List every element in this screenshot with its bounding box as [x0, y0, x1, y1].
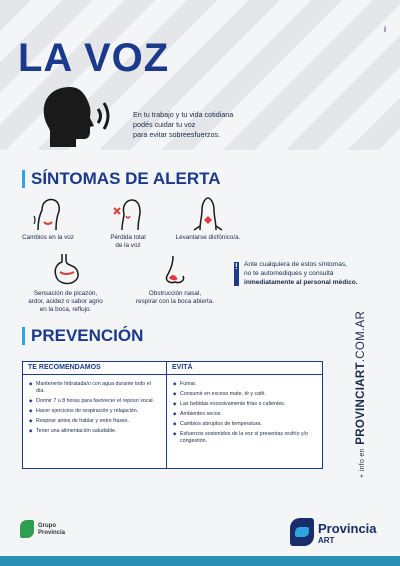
page-mark: i [384, 24, 386, 34]
recommend-header: TE RECOMENDAMOS [23, 362, 166, 375]
list-item: ◆ Dormir 7 u 8 horas para favorecer el reposo vocal. [29, 398, 157, 405]
list-item: ◆ Esfuerzos sostenidos de la voz si presentas resfrío y/o congestión. [173, 431, 313, 444]
symptom-voice-change [18, 196, 78, 242]
website-prefix: + info en [359, 448, 366, 478]
symptom-label: Levantarse disfónico/a. [175, 234, 241, 241]
page-title: LA VOZ [18, 36, 170, 80]
provincia-art-logo [290, 516, 390, 552]
grupo-provincia-logo [20, 520, 90, 542]
symptom-label: respirar con la boca abierta. [135, 298, 215, 305]
symptom-reflux [18, 252, 113, 314]
symptom-voice-loss [98, 196, 158, 250]
symptom-nasal-obstruction [125, 252, 225, 306]
symptom-label: ardor, acidez o sabor agrio [28, 298, 103, 305]
website-brand: PROVINCIART [355, 362, 367, 445]
intro-text [133, 110, 283, 140]
intro-line: para evitar sobreesfuerzos. [133, 130, 221, 139]
alert-section-title: SÍNTOMAS DE ALERTA [22, 170, 221, 188]
exclamation-icon: ! [235, 262, 238, 271]
art-logo-subtext: ART [318, 536, 335, 545]
voice-loss-icon [110, 196, 146, 232]
recommend-list [29, 381, 157, 438]
symptom-label: en la boca, reflujo. [39, 306, 92, 313]
symptom-label: Obstrucción nasal, [148, 290, 202, 297]
prevention-table [22, 361, 323, 469]
grupo-logo-text: Provincia [38, 530, 66, 536]
prevention-section-title: PREVENCIÓN [22, 327, 143, 345]
list-item: ◆ Cambios abruptos de temperatura. [173, 421, 313, 428]
avoid-header: EVITÁ [167, 362, 322, 375]
symptom-morning-hoarseness [168, 196, 248, 242]
symptom-label: Pérdida total [110, 234, 146, 241]
intro-line: En tu trabajo y tu vida cotidiana [133, 110, 234, 119]
list-item: ◆ Respirar antes de hablar y entre frases. [29, 418, 157, 425]
grupo-logo-mark-icon [20, 520, 34, 538]
list-item: ◆ Hacer ejercicios de respiración y relajación. [29, 408, 157, 415]
stomach-icon [48, 252, 84, 288]
art-logo-text: Provincia [318, 521, 377, 536]
bottom-bar [0, 556, 400, 566]
column-divider [166, 362, 167, 468]
list-item: ◆ Tener una alimentación saludable. [29, 428, 157, 435]
website-link[interactable] [355, 311, 367, 478]
avoid-list [173, 381, 313, 448]
alert-line: Ante cualquiera de estos síntomas, [244, 261, 347, 268]
throat-icon [30, 196, 66, 232]
nose-icon [157, 252, 193, 288]
list-item: ◆ Consumir en exceso mate, té y café. [173, 391, 313, 398]
list-item: ◆ Fumar. [173, 381, 313, 388]
website-suffix: .COM.AR [355, 310, 367, 363]
grupo-logo-text: Grupo [38, 523, 56, 529]
symptom-label: de la voz [115, 242, 141, 249]
alert-line: no te automediques y consultá [244, 270, 334, 277]
list-item: ◆ Las bebidas excesivamente frías o calientes. [173, 401, 313, 408]
intro-line: podés cuidar tu voz [133, 120, 196, 129]
medical-alert [234, 260, 384, 287]
symptom-label: Sensación de picazón, [33, 290, 98, 297]
list-item: ◆ Mantenerte hidratada/o con agua durante todo el día. [29, 381, 157, 394]
neck-icon [190, 196, 226, 232]
symptom-label: Cambios en la voz [22, 234, 74, 241]
provincia-art-mark-icon [290, 518, 314, 546]
list-item: ◆ Ambientes secos. [173, 411, 313, 418]
alert-line-bold: inmediatamente al personal médico. [244, 279, 358, 286]
speaking-head-icon [40, 85, 120, 147]
